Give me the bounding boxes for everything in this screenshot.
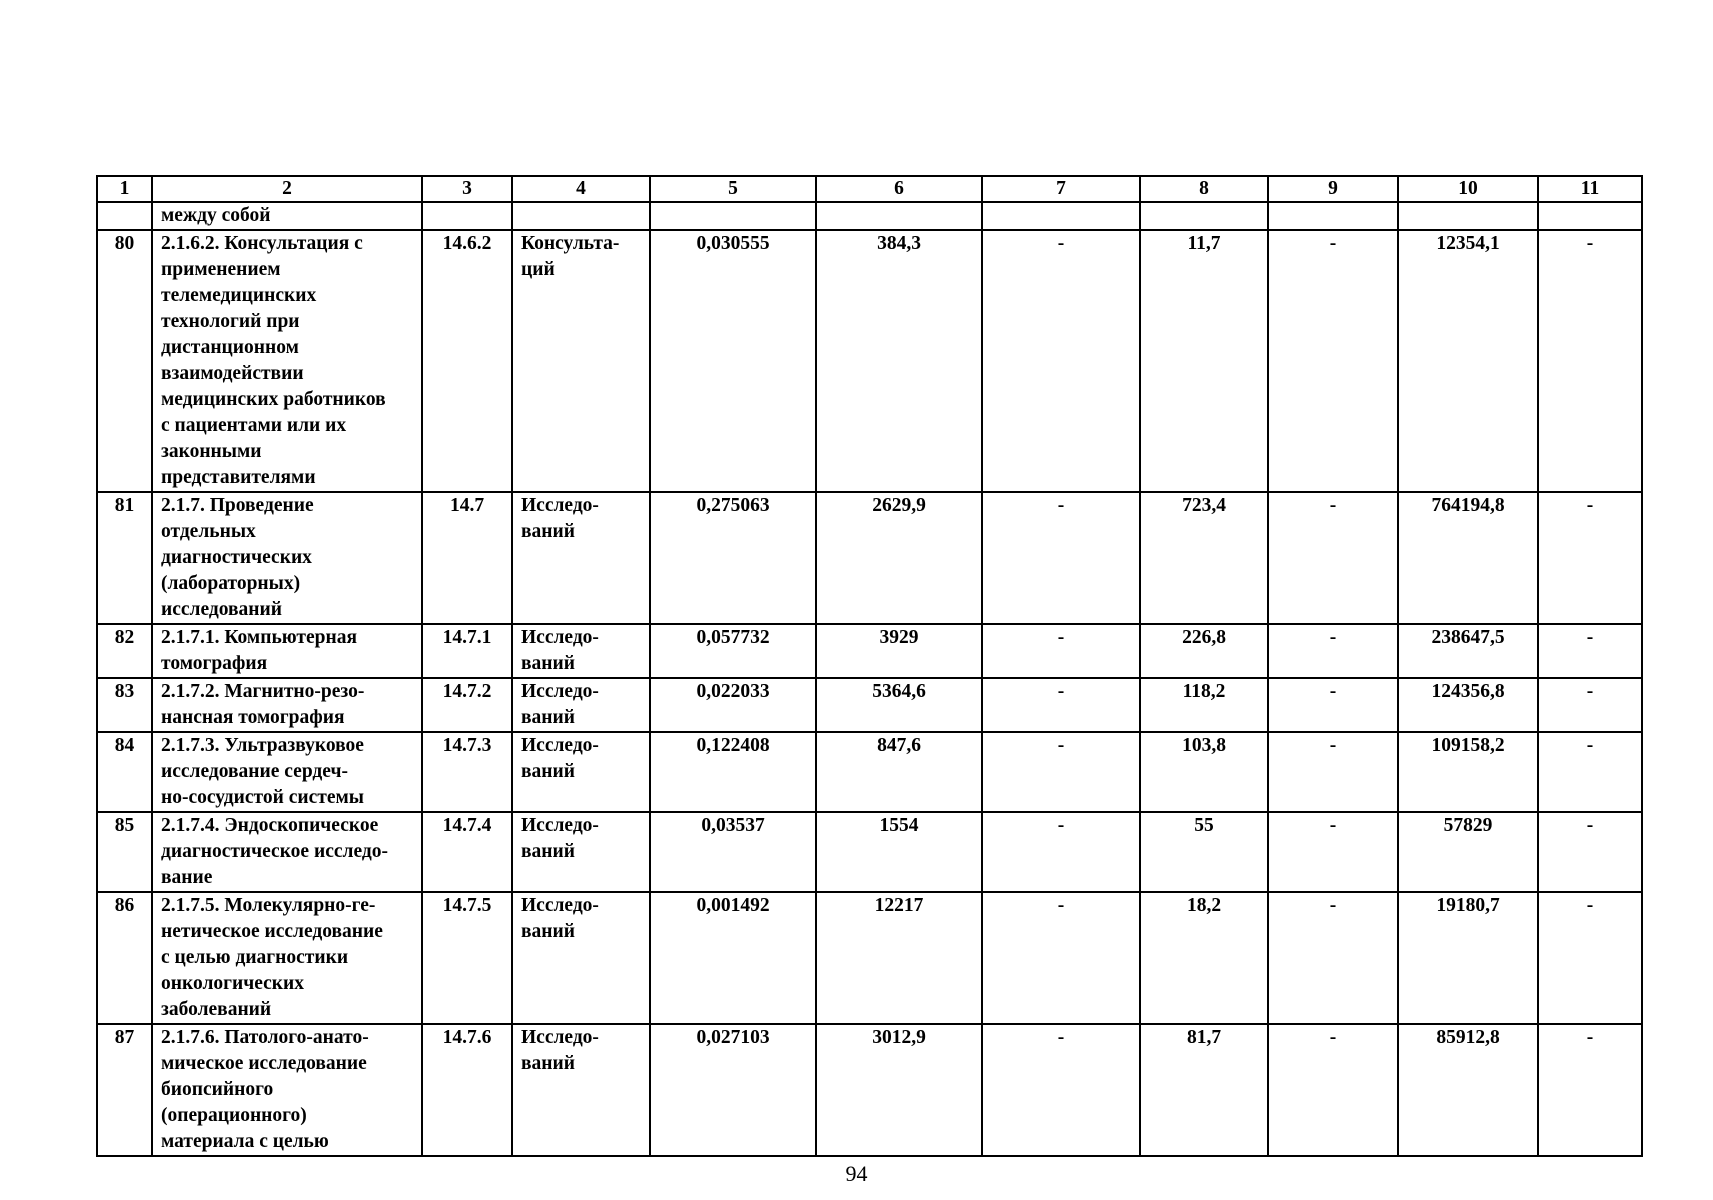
cell-c8: 118,2 xyxy=(1140,678,1268,732)
cell-c7: - xyxy=(982,732,1140,812)
table-row xyxy=(97,678,1642,732)
cell-c11: - xyxy=(1538,678,1642,732)
cell-c10: 85912,8 xyxy=(1398,1024,1538,1156)
cell-c3: 14.7.2 xyxy=(422,678,512,732)
table-row xyxy=(97,492,1642,624)
column-header-10: 10 xyxy=(1398,176,1538,202)
cell-c7 xyxy=(982,202,1140,230)
cell-c9: - xyxy=(1268,678,1398,732)
cell-c5: 0,027103 xyxy=(650,1024,816,1156)
cell-c2: 2.1.7.5. Молекулярно-ге- нетическое исследование с целью диагностики онкологических заболеваний xyxy=(152,892,422,1024)
cell-c10: 124356,8 xyxy=(1398,678,1538,732)
table-row xyxy=(97,892,1642,1024)
cell-c3 xyxy=(422,202,512,230)
cell-c3: 14.6.2 xyxy=(422,230,512,492)
cell-c1: 84 xyxy=(97,732,152,812)
cell-c8: 18,2 xyxy=(1140,892,1268,1024)
column-header-8: 8 xyxy=(1140,176,1268,202)
cell-c8 xyxy=(1140,202,1268,230)
cell-c2: между собой xyxy=(152,202,422,230)
column-header-2: 2 xyxy=(152,176,422,202)
cell-c10: 57829 xyxy=(1398,812,1538,892)
cell-c11 xyxy=(1538,202,1642,230)
cell-c1: 85 xyxy=(97,812,152,892)
table-row xyxy=(97,812,1642,892)
cell-c10: 12354,1 xyxy=(1398,230,1538,492)
cell-c9: - xyxy=(1268,1024,1398,1156)
cell-c9: - xyxy=(1268,812,1398,892)
cell-c6: 2629,9 xyxy=(816,492,982,624)
cell-c8: 11,7 xyxy=(1140,230,1268,492)
cell-c11: - xyxy=(1538,812,1642,892)
cell-c9: - xyxy=(1268,492,1398,624)
cell-c4: Исследо- ваний xyxy=(512,1024,650,1156)
column-header-4: 4 xyxy=(512,176,650,202)
table-row xyxy=(97,732,1642,812)
cell-c5: 0,03537 xyxy=(650,812,816,892)
cell-c4 xyxy=(512,202,650,230)
table-header xyxy=(97,176,1642,202)
cell-c9: - xyxy=(1268,230,1398,492)
cell-c11: - xyxy=(1538,892,1642,1024)
cell-c2: 2.1.6.2. Консультация с применением телемедицинских технологий при дистанционном взаимодействии медицинских работников с пациентами или их законными представителями xyxy=(152,230,422,492)
cell-c1: 87 xyxy=(97,1024,152,1156)
cell-c11: - xyxy=(1538,624,1642,678)
cell-c7: - xyxy=(982,1024,1140,1156)
cell-c2: 2.1.7. Проведение отдельных диагностических (лабораторных) исследований xyxy=(152,492,422,624)
cell-c7: - xyxy=(982,624,1140,678)
cell-c4: Исследо- ваний xyxy=(512,492,650,624)
cell-c4: Исследо- ваний xyxy=(512,624,650,678)
cell-c9: - xyxy=(1268,892,1398,1024)
cell-c7: - xyxy=(982,678,1140,732)
cell-c5: 0,275063 xyxy=(650,492,816,624)
cell-c4: Исследо- ваний xyxy=(512,732,650,812)
cell-c6 xyxy=(816,202,982,230)
column-header-7: 7 xyxy=(982,176,1140,202)
cell-c10: 19180,7 xyxy=(1398,892,1538,1024)
continuation-row xyxy=(97,202,1642,230)
data-table xyxy=(96,175,1643,1157)
cell-c6: 384,3 xyxy=(816,230,982,492)
cell-c9: - xyxy=(1268,624,1398,678)
cell-c11: - xyxy=(1538,492,1642,624)
column-header-6: 6 xyxy=(816,176,982,202)
cell-c9 xyxy=(1268,202,1398,230)
cell-c2: 2.1.7.2. Магнитно-резо- нансная томография xyxy=(152,678,422,732)
cell-c5: 0,022033 xyxy=(650,678,816,732)
cell-c5: 0,057732 xyxy=(650,624,816,678)
cell-c3: 14.7 xyxy=(422,492,512,624)
cell-c6: 1554 xyxy=(816,812,982,892)
cell-c1: 81 xyxy=(97,492,152,624)
cell-c2: 2.1.7.1. Компьютерная томография xyxy=(152,624,422,678)
cell-c2: 2.1.7.4. Эндоскопическое диагностическое исследо- вание xyxy=(152,812,422,892)
cell-c9: - xyxy=(1268,732,1398,812)
cell-c5: 0,030555 xyxy=(650,230,816,492)
cell-c3: 14.7.5 xyxy=(422,892,512,1024)
cell-c4: Исследо- ваний xyxy=(512,812,650,892)
cell-c5 xyxy=(650,202,816,230)
cell-c11: - xyxy=(1538,732,1642,812)
cell-c8: 226,8 xyxy=(1140,624,1268,678)
cell-c5: 0,001492 xyxy=(650,892,816,1024)
cell-c8: 81,7 xyxy=(1140,1024,1268,1156)
cell-c7: - xyxy=(982,492,1140,624)
cell-c10: 109158,2 xyxy=(1398,732,1538,812)
cell-c11: - xyxy=(1538,1024,1642,1156)
header-row xyxy=(97,176,1642,202)
column-header-3: 3 xyxy=(422,176,512,202)
cell-c10 xyxy=(1398,202,1538,230)
cell-c8: 723,4 xyxy=(1140,492,1268,624)
cell-c11: - xyxy=(1538,230,1642,492)
cell-c7: - xyxy=(982,812,1140,892)
cell-c7: - xyxy=(982,230,1140,492)
cell-c4: Исследо- ваний xyxy=(512,892,650,1024)
cell-c1: 82 xyxy=(97,624,152,678)
table-body xyxy=(97,202,1642,1156)
cell-c3: 14.7.4 xyxy=(422,812,512,892)
cell-c8: 103,8 xyxy=(1140,732,1268,812)
cell-c8: 55 xyxy=(1140,812,1268,892)
cell-c1: 83 xyxy=(97,678,152,732)
column-header-11: 11 xyxy=(1538,176,1642,202)
cell-c3: 14.7.3 xyxy=(422,732,512,812)
column-header-9: 9 xyxy=(1268,176,1398,202)
table-row xyxy=(97,1024,1642,1156)
cell-c6: 3012,9 xyxy=(816,1024,982,1156)
cell-c3: 14.7.6 xyxy=(422,1024,512,1156)
cell-c6: 12217 xyxy=(816,892,982,1024)
cell-c5: 0,122408 xyxy=(650,732,816,812)
cell-c1 xyxy=(97,202,152,230)
cell-c2: 2.1.7.6. Патолого-анато- мическое исследование биопсийного (операционного) материала с целью xyxy=(152,1024,422,1156)
table-row xyxy=(97,624,1642,678)
cell-c7: - xyxy=(982,892,1140,1024)
cell-c1: 86 xyxy=(97,892,152,1024)
cell-c2: 2.1.7.3. Ультразвуковое исследование сердеч- но-сосудистой системы xyxy=(152,732,422,812)
cell-c6: 3929 xyxy=(816,624,982,678)
column-header-1: 1 xyxy=(97,176,152,202)
cell-c3: 14.7.1 xyxy=(422,624,512,678)
cell-c10: 238647,5 xyxy=(1398,624,1538,678)
cell-c4: Исследо- ваний xyxy=(512,678,650,732)
column-header-5: 5 xyxy=(650,176,816,202)
cell-c4: Консульта- ций xyxy=(512,230,650,492)
cell-c10: 764194,8 xyxy=(1398,492,1538,624)
cell-c6: 847,6 xyxy=(816,732,982,812)
cell-c1: 80 xyxy=(97,230,152,492)
table-row xyxy=(97,230,1642,492)
cell-c6: 5364,6 xyxy=(816,678,982,732)
page-number: 94 xyxy=(845,1161,868,1186)
